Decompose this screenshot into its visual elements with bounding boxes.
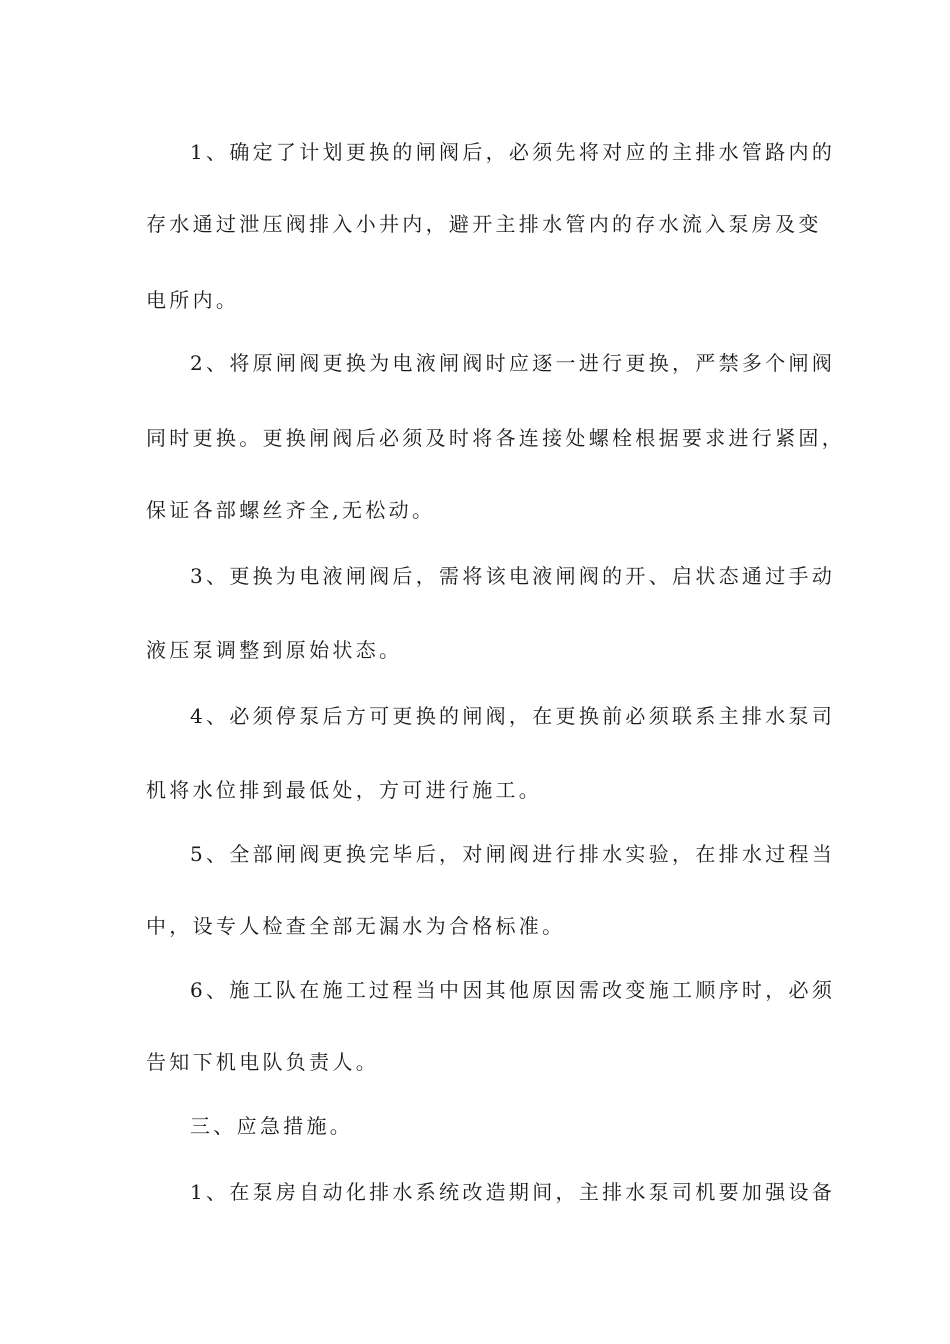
paragraph-3-line-2: 液压泵调整到原始状态。 [146, 638, 403, 662]
paragraph-2-line-3: 保证各部螺丝齐全,无松动。 [146, 498, 436, 522]
paragraph-1-line-3: 电所内。 [146, 288, 240, 312]
paragraph-2-line-2: 同时更换。更换闸阀后必须及时将各连接处螺栓根据要求进行紧固， [146, 426, 845, 450]
paragraph-3-line-1: 3、更换为电液闸阀后，需将该电液闸阀的开、启状态通过手动 [190, 564, 836, 588]
paragraph-4-line-1: 4、必须停泵后方可更换的闸阀，在更换前必须联系主排水泵司 [190, 704, 836, 728]
paragraph-7-line-1: 1、在泵房自动化排水系统改造期间，主排水泵司机要加强设备 [190, 1180, 836, 1204]
paragraph-4-line-2: 机将水位排到最低处，方可进行施工。 [146, 778, 543, 802]
paragraph-6-line-2: 告知下机电队负责人。 [146, 1050, 379, 1074]
paragraph-5-line-2: 中，设专人检查全部无漏水为合格标准。 [146, 914, 566, 938]
paragraph-6-line-1: 6、施工队在施工过程当中因其他原因需改变施工顺序时，必须 [190, 978, 836, 1002]
paragraph-1-line-1: 1、确定了计划更换的闸阀后，必须先将对应的主排水管路内的 [190, 140, 836, 164]
paragraph-2-line-1: 2、将原闸阀更换为电液闸阀时应逐一进行更换，严禁多个闸阀 [190, 351, 836, 375]
paragraph-1-line-2: 存水通过泄压阀排入小井内，避开主排水管内的存水流入泵房及变 [146, 212, 822, 236]
section-heading-emergency-measures: 三、应急措施。 [190, 1114, 354, 1138]
paragraph-5-line-1: 5、全部闸阀更换完毕后，对闸阀进行排水实验，在排水过程当 [190, 842, 836, 866]
